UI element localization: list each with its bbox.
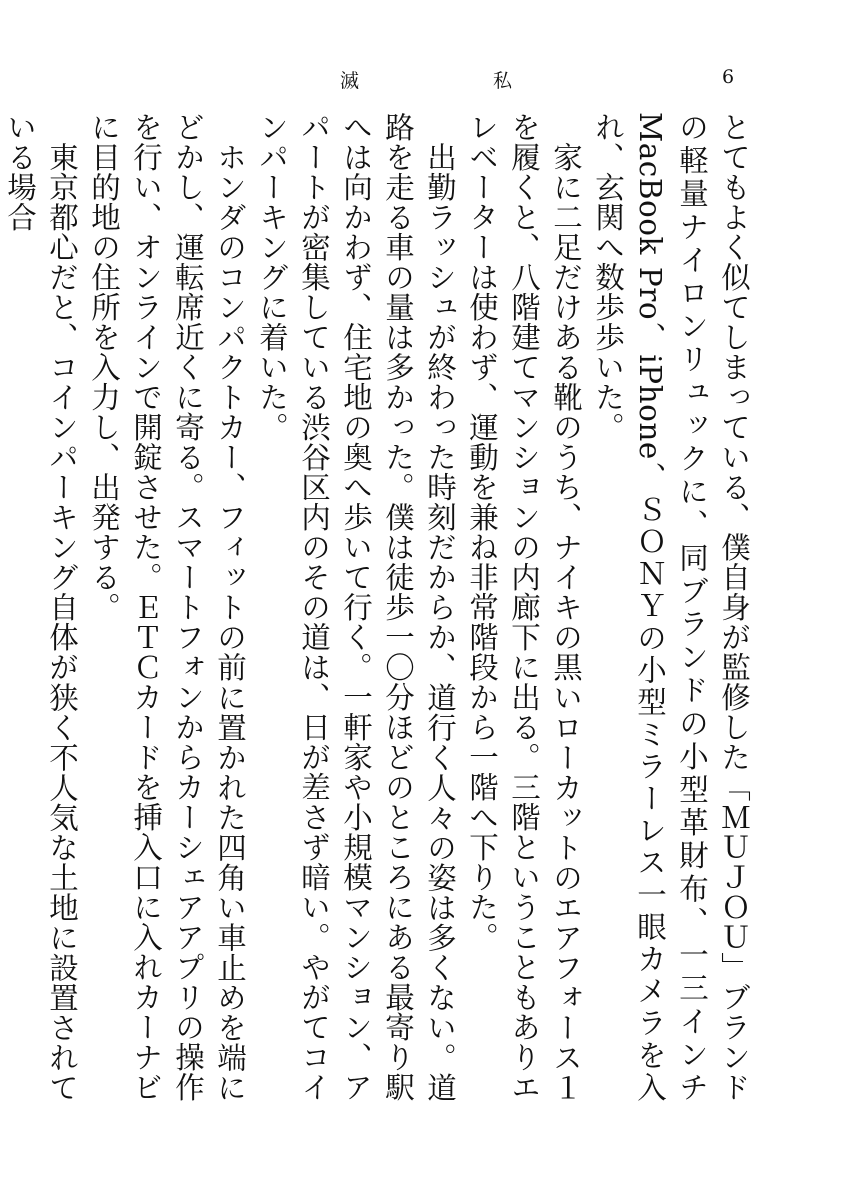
running-title-char-2: 私 (492, 70, 512, 92)
body-text (3, 112, 755, 1103)
running-title (340, 66, 512, 93)
paragraph: 家に二足だけある靴のうち、ナイキの黒いローカットのエアフォース１を履くと、八階建てマンションの内廊下に出る。三階ということもありエレベーターは使わず、運動を兼ね非常階段から一階へ下りた。 (465, 112, 583, 1102)
paragraph: とてもよく似てしまっている、僕自身が監修した「ＭＵＪＯＵ」ブランドの軽量ナイロンリュックに、同ブランドの小型革財布、一三インチ MacBook Pro、iPhone、ＳＯＮＹの小型ミラーレス一眼カメラを入れ、玄関へ数歩歩いた。 (591, 112, 751, 1103)
page-number: 6 (722, 66, 735, 88)
paragraph: 東京都心だと、コインパーキング自体が狭く不人気な土地に設置されている場合 (3, 112, 79, 1102)
running-title-char-1: 滅 (340, 70, 360, 92)
paragraph: ホンダのコンパクトカー、フィットの前に置かれた四角い車止めを端にどかし、運転席近くに寄る。スマートフォンからカーシェアアプリの操作を行い、オンラインで開錠させた。ＥＴＣカードを挿入口に入れカーナビに目的地の住所を入力し、出発する。 (87, 112, 247, 1102)
paragraph: 出勤ラッシュが終わった時刻だからか、道行く人々の姿は多くない。道路を走る車の量は多かった。僕は徒歩一〇分ほどのところにある最寄り駅へは向かわず、住宅地の奥へ歩いて行く。一軒家や小規模マンション、アパートが密集している渋谷区内のその道は、日が差さず暗い。やがてコインパーキングに着いた。 (255, 112, 457, 1102)
